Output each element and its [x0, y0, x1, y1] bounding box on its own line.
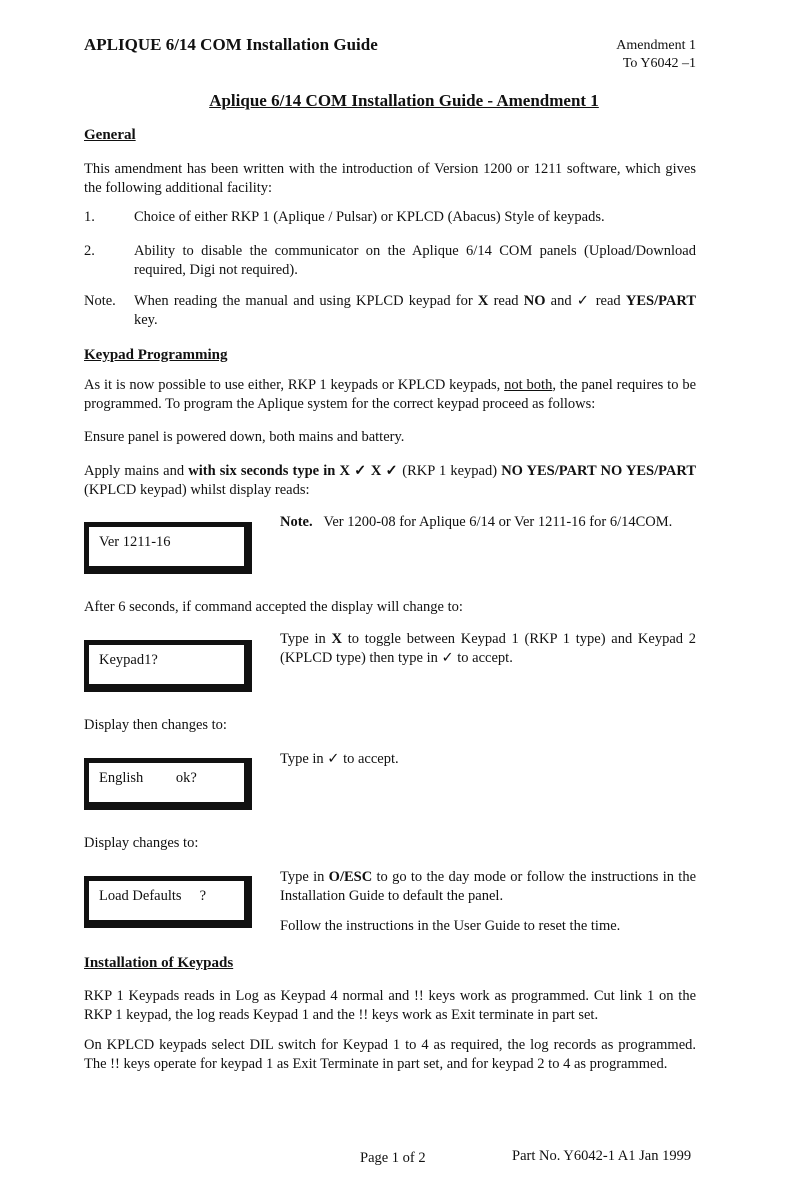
note-text: Ver 1200-08 for Aplique 6/14 or Ver 1211-16 for 6/14COM. — [323, 514, 673, 530]
header-title: APLIQUE 6/14 COM Installation Guide — [84, 35, 378, 54]
lcd-display-text: Keypad1? — [99, 652, 158, 668]
section-heading-installation: Installation of Keypads — [84, 955, 234, 971]
lcd-display-text: Load Defaults ? — [99, 888, 207, 904]
lcd-display-version — [84, 522, 252, 574]
list-item-text: Ability to disable the communicator on the Aplique 6/14 COM panels (Upload/Download required, Digi not required). — [134, 243, 696, 278]
after-six-seconds-text: After 6 seconds, if command accepted the display will change to: — [84, 599, 463, 615]
display1-note — [280, 513, 696, 532]
lcd-display-load-defaults — [84, 876, 252, 928]
section-heading-general: General — [84, 127, 136, 143]
list-item — [84, 242, 696, 280]
note-label: Note. — [84, 293, 116, 309]
keypad-para-3: Apply mains and with six seconds type in X ✓ X ✓ (RKP 1 keypad) NO YES/PART NO YES/PART (KPLCD keypad) whilst display reads: — [84, 463, 697, 498]
section-heading-keypad-programming: Keypad Programming — [84, 347, 228, 363]
then-changes-text: Display then changes to: — [84, 717, 227, 733]
amendment-label: Amendment 1 — [616, 38, 696, 53]
list-item-number: 1. — [84, 209, 95, 225]
footer-part-number: Part No. Y6042-1 A1 Jan 1999 — [512, 1148, 692, 1164]
document-ref: To Y6042 –1 — [622, 56, 696, 71]
keypad-para-1: As it is now possible to use either, RKP 1 keypads or KPLCD keypads, not both, the panel requires to be programmed. To program the Aplique system for the correct keypad proceed as follows: — [84, 377, 697, 412]
note-text: When reading the manual and using KPLCD keypad for X read NO and ✓ read YES/PART key. — [134, 293, 696, 328]
note-label: Note. — [280, 514, 313, 530]
lcd-display-text: English ok? — [99, 770, 197, 786]
header-ref-block — [560, 37, 696, 73]
general-note — [84, 292, 696, 330]
footer-page-number: Page 1 of 2 — [360, 1150, 426, 1166]
general-intro: This amendment has been written with the introduction of Version 1200 or 1211 software, which gives the following additional facility: — [84, 161, 696, 196]
display3-note: Type in ✓ to accept. — [280, 751, 399, 767]
lcd-display-text: Ver 1211-16 — [99, 534, 171, 550]
list-item-number: 2. — [84, 243, 95, 259]
installation-para-2: On KPLCD keypads select DIL switch for Keypad 1 to 4 as required, the log records as programmed. The !! keys operate for keypad 1 as Exit Terminate in part set, and for keypad 2 to 4 as programmed. — [84, 1037, 696, 1072]
document-title: Aplique 6/14 COM Installation Guide - Amendment 1 — [209, 91, 599, 110]
installation-para-1: RKP 1 Keypads reads in Log as Keypad 4 normal and !! keys work as programmed. Cut link 1 on the RKP 1 keypad, the log reads Keypad 1 and the !! keys work as Exit terminate in part set. — [84, 988, 696, 1023]
display2-note: Type in X to toggle between Keypad 1 (RKP 1 type) and Keypad 2 (KPLCD type) then type in ✓ to accept. — [280, 631, 696, 666]
display4-note-2: Follow the instructions in the User Guide to reset the time. — [280, 918, 621, 934]
keypad-para-2: Ensure panel is powered down, both mains and battery. — [84, 429, 405, 445]
display-changes-text: Display changes to: — [84, 835, 199, 851]
lcd-display-keypad — [84, 640, 252, 692]
list-item-text: Choice of either RKP 1 (Aplique / Pulsar) or KPLCD (Abacus) Style of keypads. — [134, 209, 605, 225]
list-item — [84, 208, 696, 227]
display4-note: Type in O/ESC to go to the day mode or follow the instructions in the Installation Guide to default the panel. — [280, 869, 697, 904]
lcd-display-language — [84, 758, 252, 810]
